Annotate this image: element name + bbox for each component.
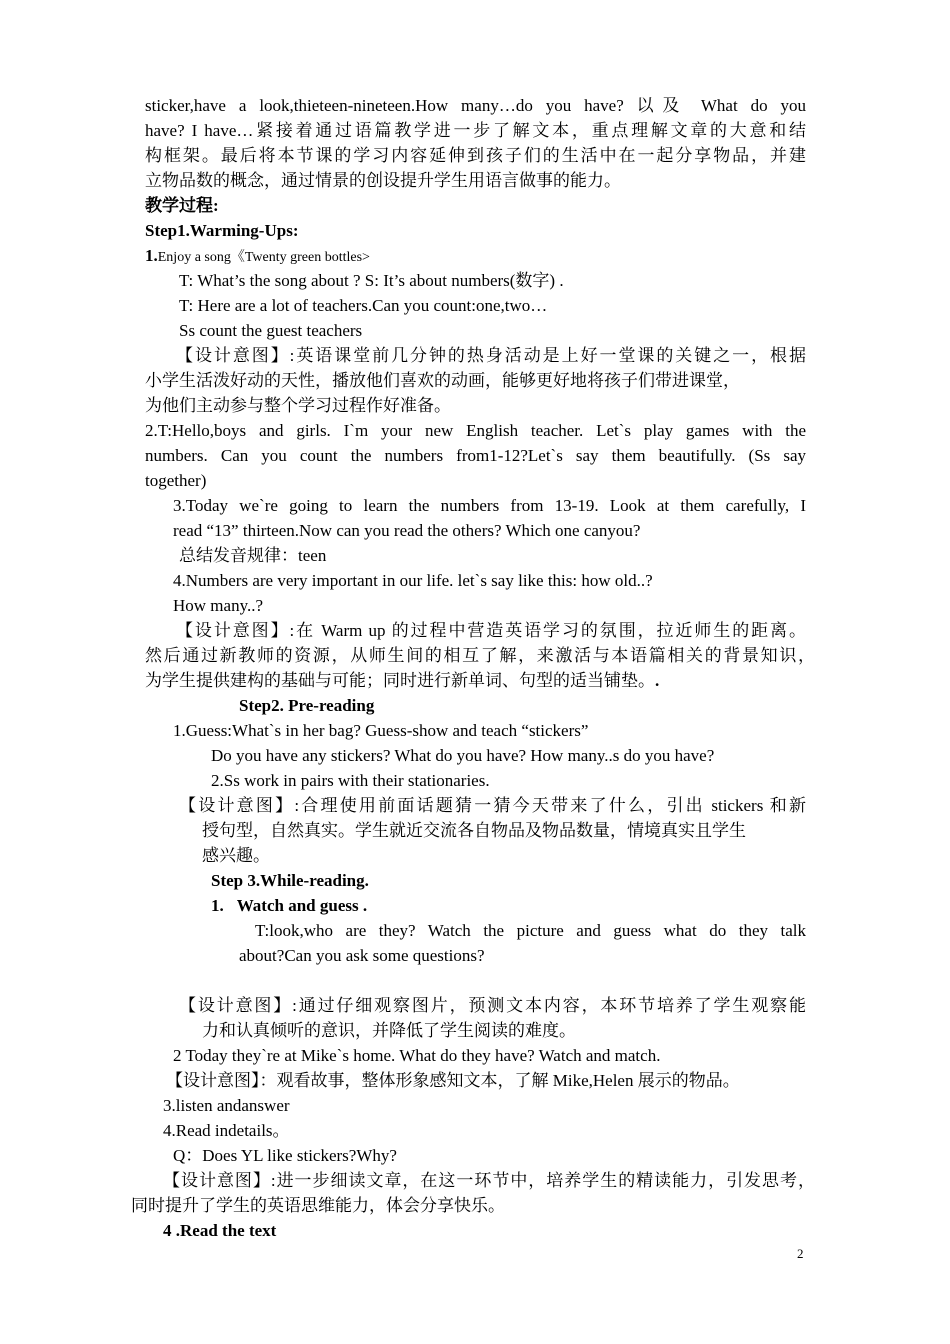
text-line: T: Here are a lot of teachers.Can you count:one,two… bbox=[179, 296, 548, 315]
numbered-item bbox=[211, 894, 367, 918]
enjoy-number: 1. bbox=[145, 246, 158, 265]
text-line: 立物品数的概念，通过情景的创设提升学生用语言做事的能力。 bbox=[145, 171, 621, 190]
text-line: 2.Ss work in pairs with their stationaries. bbox=[211, 771, 490, 790]
design-intent: 【设计意图】:在 Warm up 的过程中营造英语学习的氛围，拉近师生的距离。 bbox=[176, 621, 806, 640]
text-line: read “13” thirteen.Now can you read the others? Which one canyou? bbox=[173, 521, 641, 540]
text-line: T: What’s the song about ? S: It’s about numbers(数字) . bbox=[179, 271, 564, 290]
text-line: Q：Does YL like stickers?Why? bbox=[173, 1146, 397, 1165]
text-line: 为学生提供建构的基础与可能；同时进行新单词、句型的适当铺垫。 bbox=[145, 671, 655, 690]
text-line: 然后通过新教师的资源，从师生间的相互了解，来激活与本语篇相关的背景知识， bbox=[145, 646, 815, 665]
text-line: 2.T:Hello,boys and girls. I`m your new English teacher. Let`s play games with the bbox=[145, 421, 806, 440]
text-line: 4.Numbers are very important in our life. let`s say like this: how old..? bbox=[173, 571, 653, 590]
design-intent: 【设计意图】：观看故事，整体形象感知文本，了解 Mike,Helen 展示的物品。 bbox=[166, 1071, 740, 1090]
text-line: 2 Today they`re at Mike`s home. What do they have? Watch and match. bbox=[173, 1046, 661, 1065]
design-intent: 【设计意图】:进一步细读文章，在这一环节中，培养学生的精读能力，引发思考， bbox=[163, 1171, 815, 1190]
text-line: 构框架。最后将本节课的学习内容延伸到孩子们的生活中在一起分享物品，并建 bbox=[145, 146, 806, 165]
step-heading: Step 3.While-reading. bbox=[211, 871, 369, 890]
text-line: about?Can you ask some questions? bbox=[239, 946, 485, 965]
text-line: T:look,who are they? Watch the picture and guess what do they talk bbox=[255, 921, 806, 940]
design-intent: 【设计意图】:英语课堂前几分钟的热身活动是上好一堂课的关键之一，根据 bbox=[176, 346, 806, 365]
item-number: 1. bbox=[211, 896, 224, 915]
text-line: 4.Read indetails。 bbox=[163, 1121, 290, 1140]
text-line: 1.Guess:What`s in her bag? Guess-show and teach “stickers” bbox=[173, 721, 589, 740]
text-line bbox=[145, 669, 659, 693]
text-line: 3.listen andanswer bbox=[163, 1096, 290, 1115]
text-line: 为他们主动参与整个学习过程作好准备。 bbox=[145, 396, 451, 415]
text-line: 授句型，自然真实。学生就近交流各自物品及物品数量，情境真实且学生 bbox=[202, 821, 746, 840]
text-line: 感兴趣。 bbox=[202, 846, 270, 865]
text-line: Do you have any stickers? What do you have? How many..s do you have? bbox=[211, 746, 715, 765]
trailing-dot: . bbox=[655, 671, 660, 690]
item-text: Watch and guess . bbox=[236, 896, 368, 915]
text-line: 总结发音规律：teen bbox=[179, 546, 327, 565]
design-intent: 【设计意图】:通过仔细观察图片，预测文本内容，本环节培养了学生观察能 bbox=[179, 996, 806, 1015]
text-line: numbers. Can you count the numbers from1-12?Let`s say them beautifully. (Ss say bbox=[145, 446, 806, 465]
step-heading: 4 .Read the text bbox=[163, 1221, 277, 1240]
text-line: 3.Today we`re going to learn the numbers from 13-19. Look at them carefully, I bbox=[173, 496, 806, 515]
page-number: 2 bbox=[797, 1246, 804, 1261]
text-line: Ss count the guest teachers bbox=[179, 321, 363, 340]
step-heading: Step2. Pre-reading bbox=[239, 696, 375, 715]
design-intent: 【设计意图】:合理使用前面话题猜一猜今天带来了什么，引出 stickers 和新 bbox=[179, 796, 806, 815]
text-line: sticker,have a look,thieteen-nineteen.How many…do you have? 以及 What do you bbox=[145, 96, 806, 115]
step-heading: Step1.Warming-Ups: bbox=[145, 221, 299, 240]
text-line: 同时提升了学生的英语思维能力，体会分享快乐。 bbox=[131, 1196, 505, 1215]
text-line: 小学生活泼好动的天性，播放他们喜欢的动画，能够更好地将孩子们带进课堂， bbox=[145, 371, 740, 390]
text-line: have? I have…紧接着通过语篇教学进一步了解文本，重点理解文章的大意和结 bbox=[145, 121, 806, 140]
enjoy-text: Enjoy a song《Twenty green bottles> bbox=[157, 250, 370, 265]
text-line: together) bbox=[145, 471, 207, 490]
text-line: How many..? bbox=[173, 596, 264, 615]
section-heading: 教学过程: bbox=[145, 196, 219, 215]
enjoy-line bbox=[145, 244, 370, 268]
text-line: 力和认真倾听的意识，并降低了学生阅读的难度。 bbox=[202, 1021, 576, 1040]
